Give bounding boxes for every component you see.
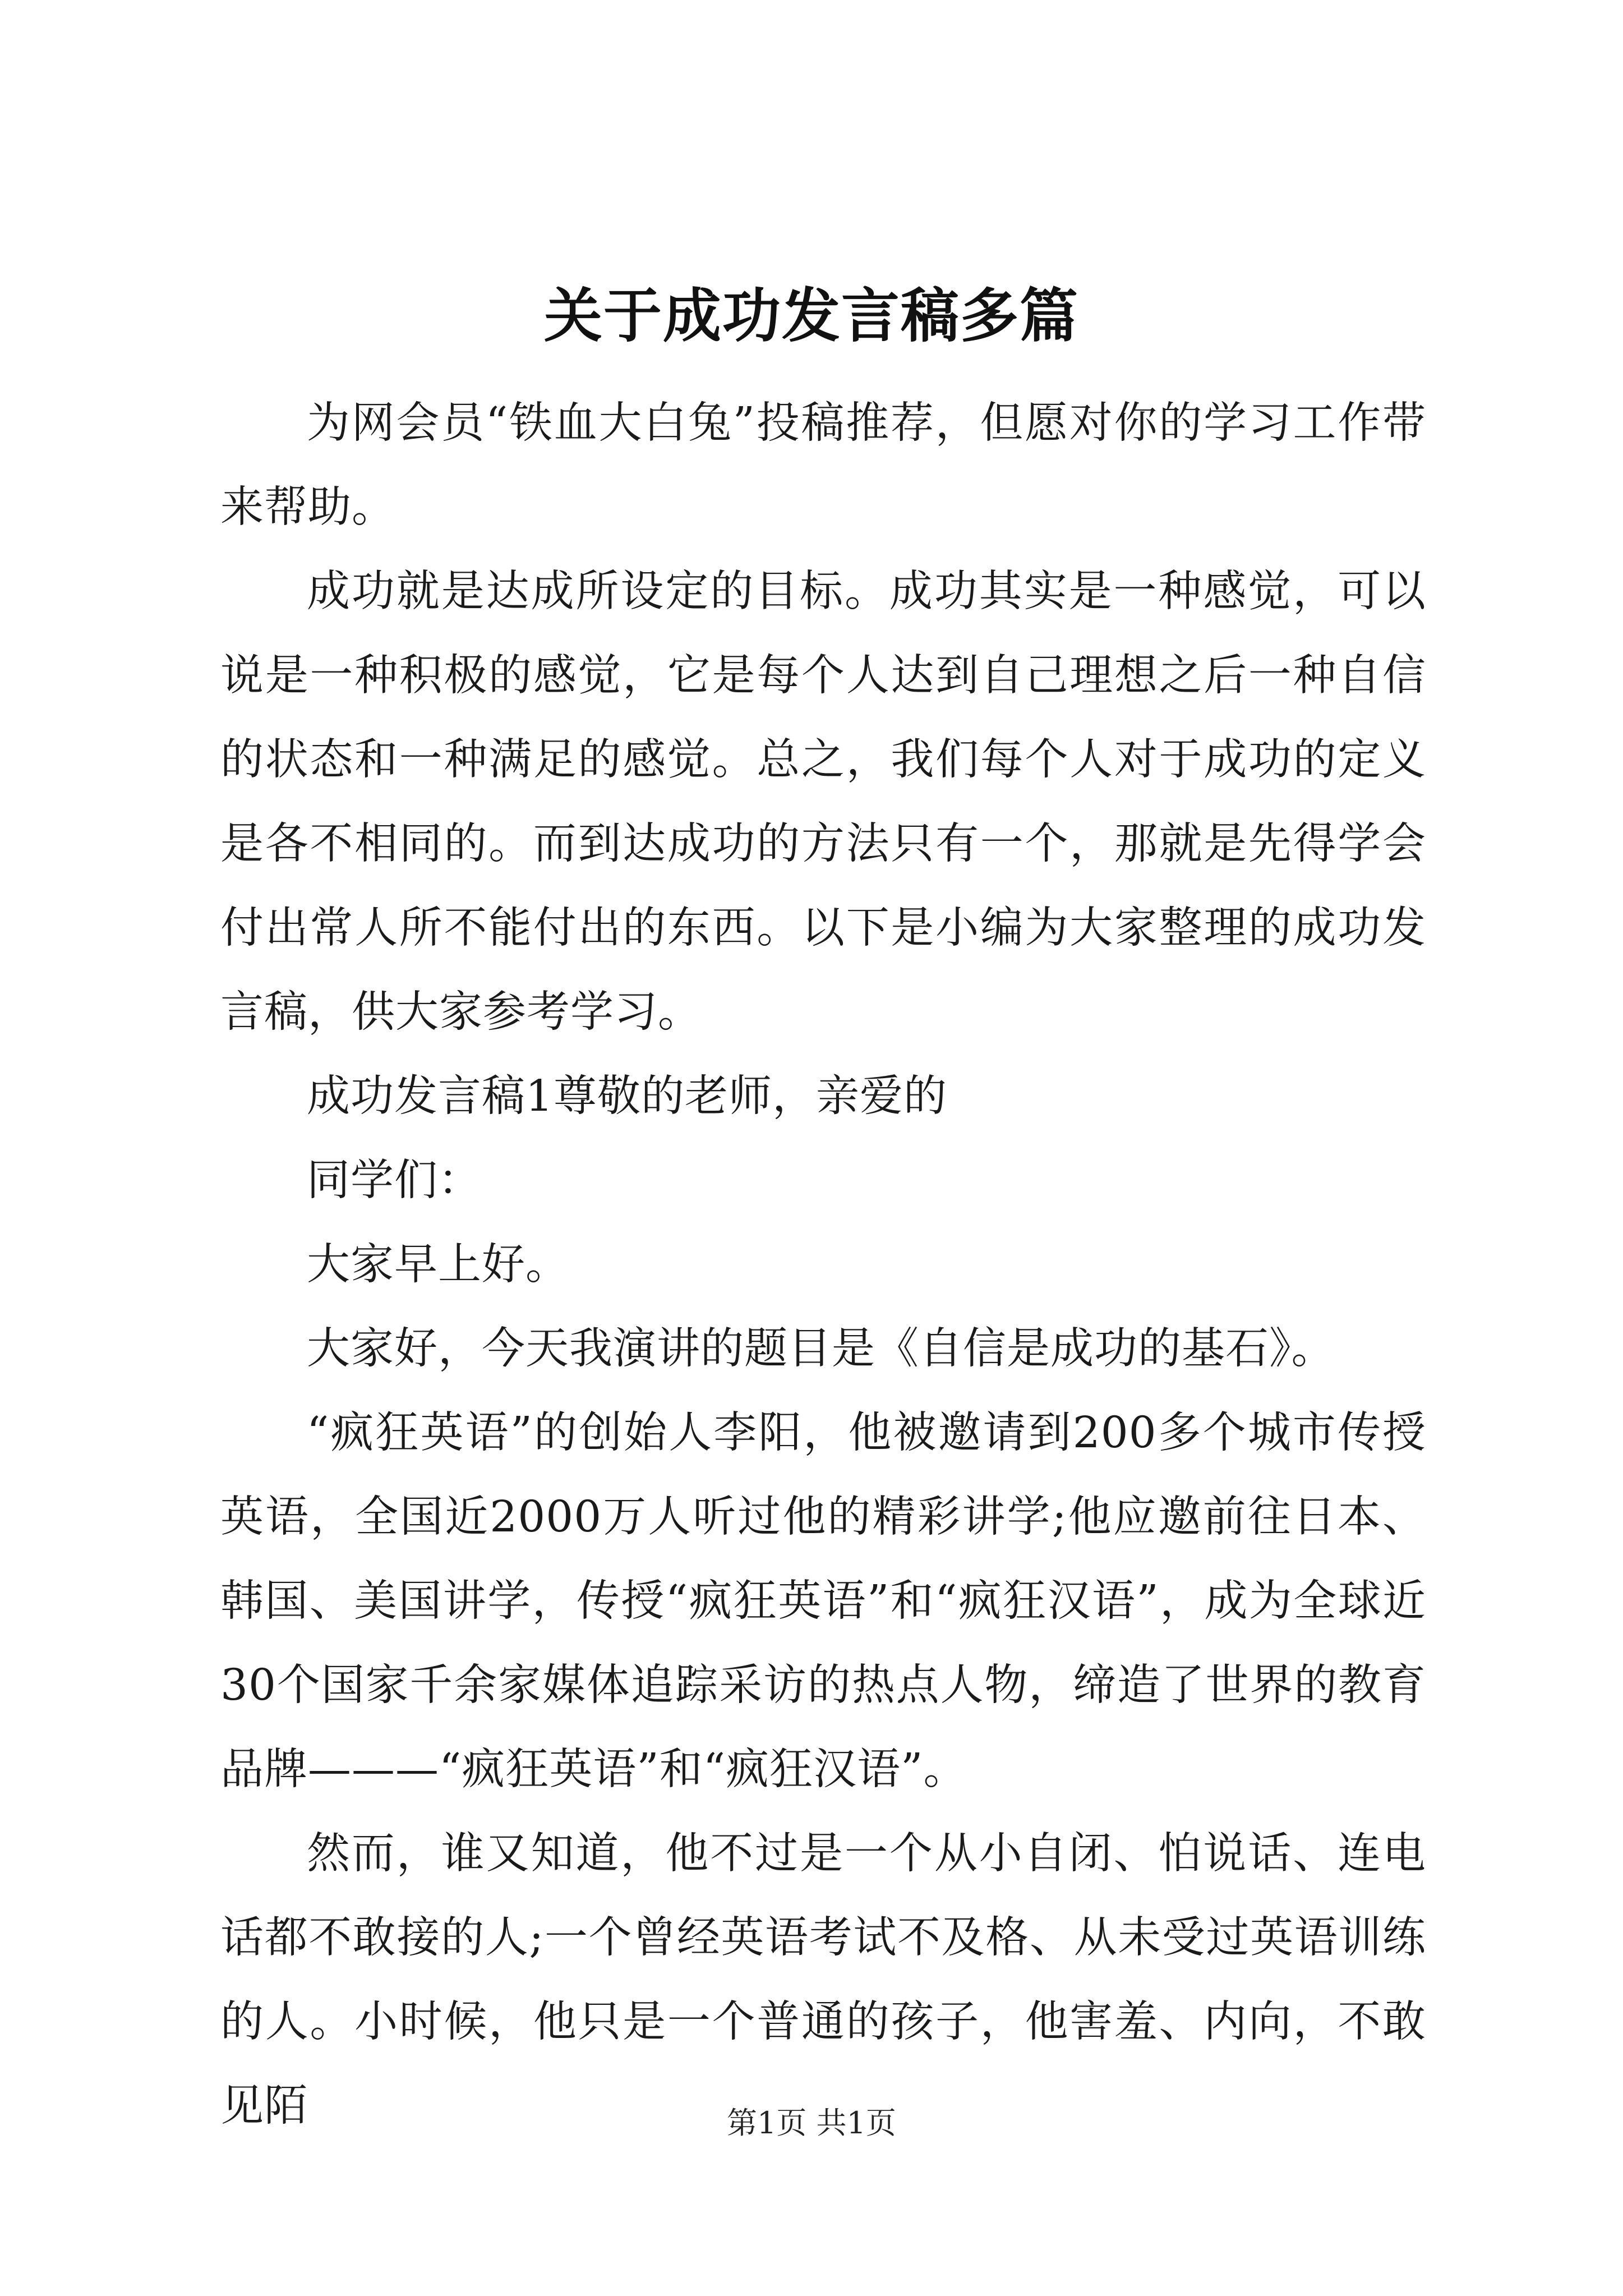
document-title: 关于成功发言稿多篇: [543, 281, 1079, 350]
paragraph-greeting: 大家早上好。: [307, 1240, 569, 1290]
paragraph-topic: 大家好，今天我演讲的题目是《自信是成功的基石》。: [307, 1324, 1335, 1374]
paragraph-speech-heading: 成功发言稿1尊敬的老师，亲爱的: [307, 1071, 947, 1121]
document-body: [220, 381, 1426, 2148]
paragraph-background: 然而，谁又知道，他不过是一个从小自闭、怕说话、连电话都不敢接的人;一个曾经英语考试不及格、从未受过英语训练的人。小时候，他只是一个普通的孩子，他害羞、内向，不敢见陌: [220, 1829, 1426, 2131]
page-number-footer: 第1页 共1页: [727, 2105, 896, 2141]
paragraph-li-yang: “疯狂英语”的创始人李阳，他被邀请到200多个城市传授英语，全国近2000万人听过他的精彩讲学;他应邀前往日本、韩国、美国讲学，传授“疯狂英语”和“疯狂汉语”，成为全球近30个国家千余家媒体追踪采访的热点人物，缔造了世界的教育品牌———“疯狂英语”和“疯狂汉语”。: [220, 1408, 1426, 1795]
paragraph-salutation: 同学们：: [307, 1156, 482, 1205]
paragraph-definition: 成功就是达成所设定的目标。成功其实是一种感觉，可以说是一种积极的感觉，它是每个人达到自己理想之后一种自信的状态和一种满足的感觉。总之，我们每个人对于成功的定义是各不相同的。而到达成功的方法只有一个，那就是先得学会付出常人所不能付出的东西。以下是小编为大家整理的成功发言稿，供大家参考学习。: [220, 567, 1426, 1037]
paragraph-intro: 为网会员“铁血大白兔”投稿推荐，但愿对你的学习工作带来帮助。: [220, 398, 1426, 532]
